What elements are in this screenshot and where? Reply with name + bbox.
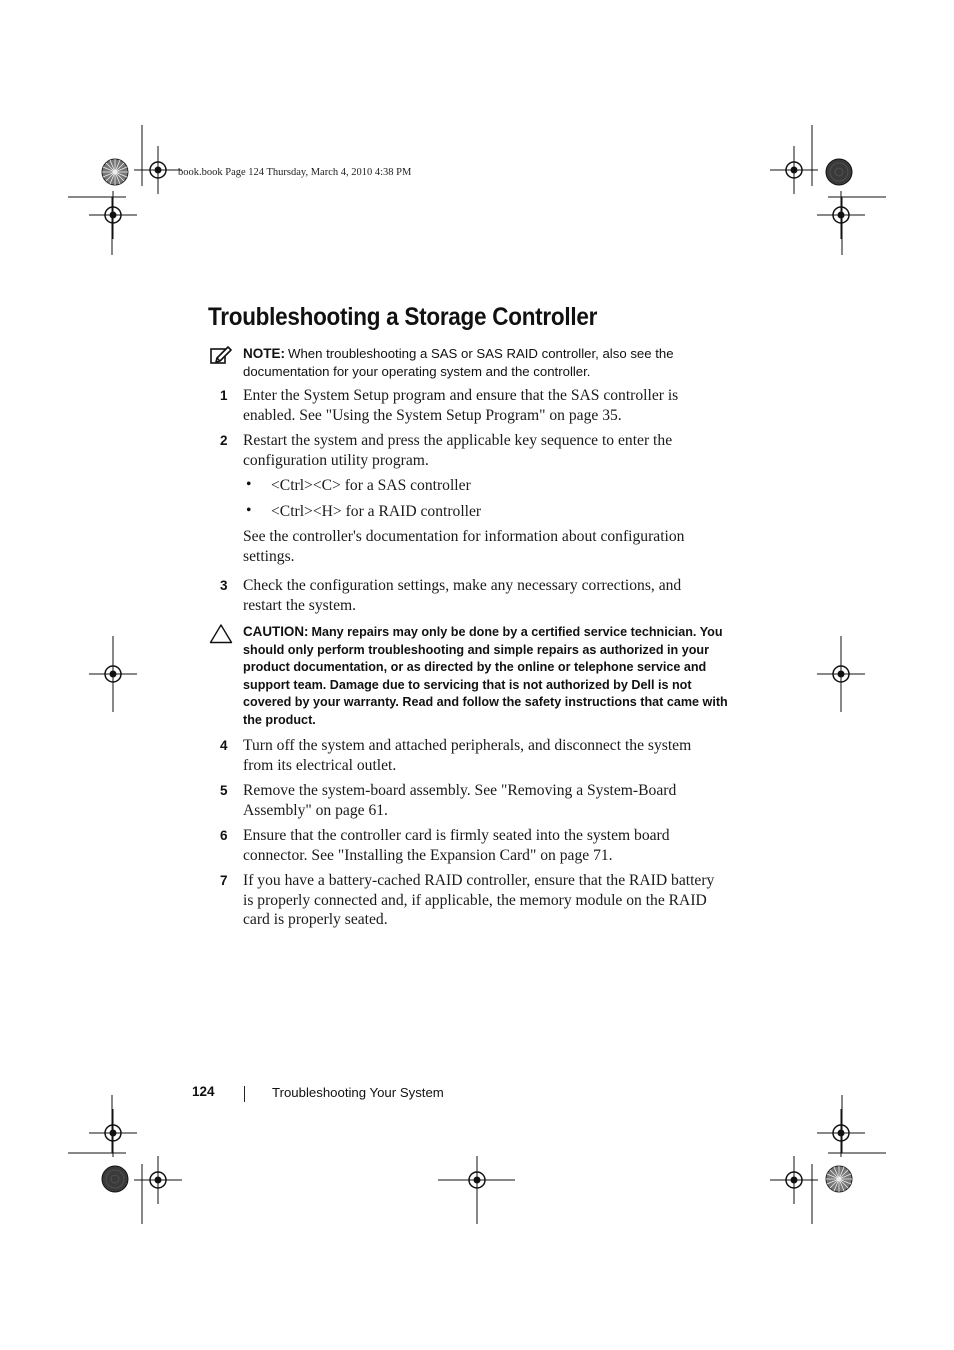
note-label: NOTE: (243, 346, 285, 361)
step-text: Enter the System Setup program and ensure that the SAS controller is enabled. See "Using the System Setup Program" on page 35. (243, 387, 679, 424)
footer-section-name: Troubleshooting Your System (272, 1085, 444, 1100)
step-number: 6 (220, 828, 228, 843)
step-number: 1 (220, 388, 228, 403)
section-title: Troubleshooting a Storage Controller (208, 303, 598, 331)
step-text: Turn off the system and attached peripherals, and disconnect the system from its electrical outlet. (243, 737, 692, 774)
bullet-dot: • (246, 502, 252, 519)
bullet-dot: • (246, 476, 252, 493)
page-number: 124 (192, 1084, 215, 1099)
caution-text: Many repairs may only be done by a certified service technician. You should only perform troubleshooting and simple repairs as authorized in your product documentation, or as directed by the online or telephone service and support team. Damage due to servicing that is not authorized by Dell is not covered by your warranty. Read and follow the safety instructions that came with the product. (243, 625, 728, 727)
step-followup-text: See the controller's documentation for information about configuration settings. (243, 528, 685, 565)
bullet-text: <Ctrl><C> for a SAS controller (271, 477, 471, 494)
step-text: If you have a battery-cached RAID controller, ensure that the RAID battery is properly connected and, if applicable, the memory module on the RAID card is properly seated. (243, 872, 715, 928)
step-text: Check the configuration settings, make any necessary corrections, and restart the system. (243, 577, 682, 614)
step-number: 3 (220, 578, 228, 593)
step-number: 2 (220, 433, 228, 448)
step-number: 7 (220, 873, 228, 888)
step-text: Ensure that the controller card is firmly seated into the system board connector. See "Installing the Expansion Card" on page 71. (243, 827, 670, 864)
note-text: When troubleshooting a SAS or SAS RAID controller, also see the documentation for your operating system and the controller. (243, 346, 674, 379)
step-number: 4 (220, 738, 228, 753)
step-text: Restart the system and press the applicable key sequence to enter the configuration utility program. (243, 432, 673, 469)
print-slug: book.book Page 124 Thursday, March 4, 2010 4:38 PM (178, 167, 412, 178)
step-number: 5 (220, 783, 228, 798)
step-text: Remove the system-board assembly. See "Removing a System-Board Assembly" on page 61. (243, 782, 677, 819)
bullet-text: <Ctrl><H> for a RAID controller (271, 503, 482, 520)
caution-label: CAUTION: (243, 624, 309, 639)
